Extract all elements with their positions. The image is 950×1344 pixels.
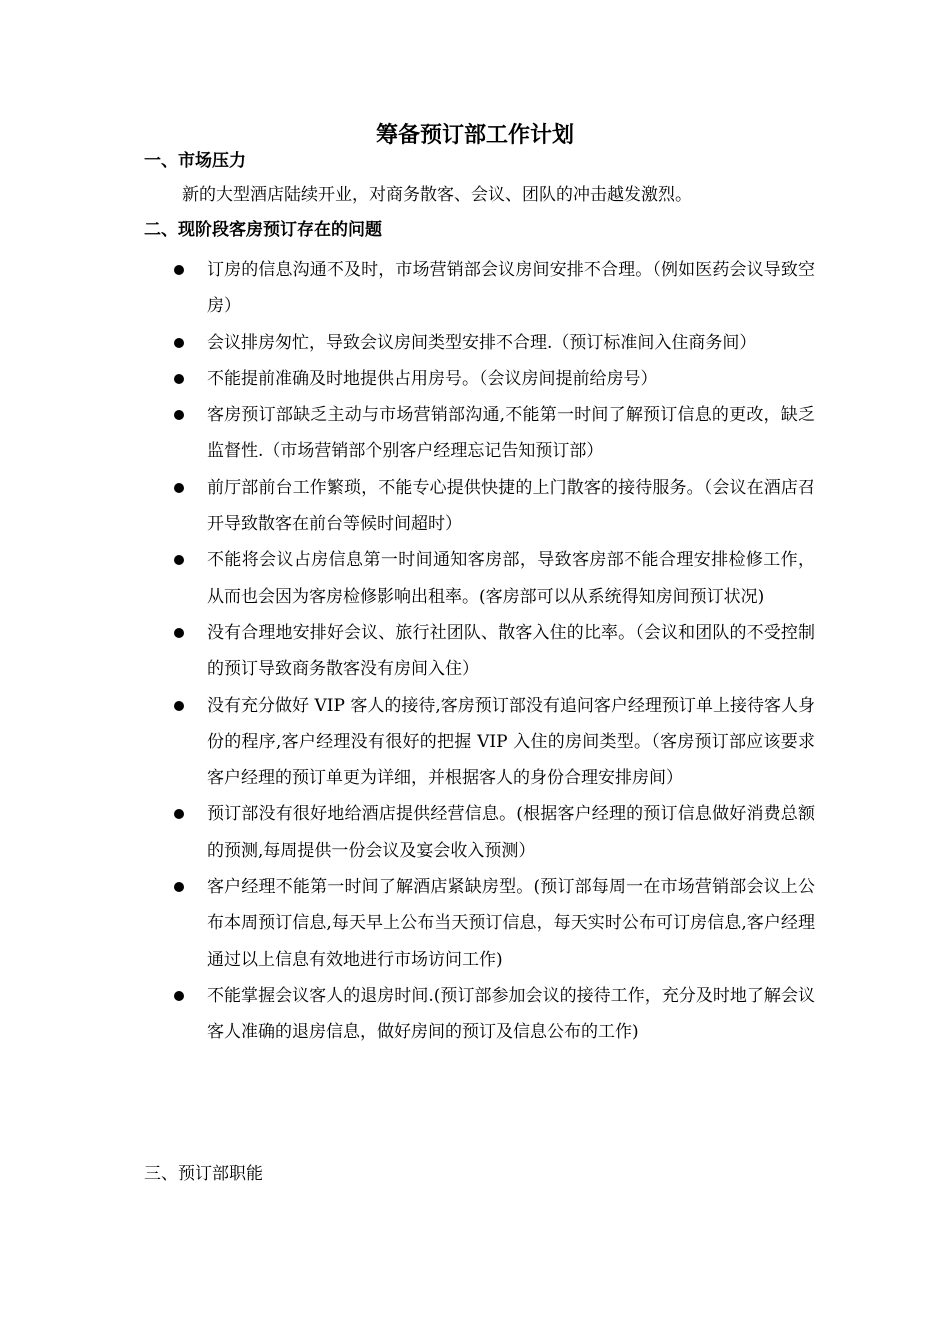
problem-bullet-list	[170, 252, 815, 1051]
list-item	[170, 978, 815, 1051]
list-item	[170, 252, 815, 325]
list-item-text: 不能提前准确及时地提供占用房号。（会议房间提前给房号）	[207, 368, 658, 389]
list-item	[170, 615, 815, 688]
bullet-icon	[174, 265, 184, 275]
list-item	[170, 397, 815, 470]
list-item-text: 不能掌握会议客人的退房时间.(预订部参加会议的接待工作，充分及时地了解会议客人准确的退房信息，做好房间的预订及信息公布的工作)	[207, 985, 815, 1043]
section-heading-reservation-functions: 三、预订部职能	[144, 1164, 263, 1184]
list-item	[170, 361, 815, 397]
bullet-icon	[174, 991, 184, 1001]
bullet-icon	[174, 555, 184, 565]
bullet-icon	[174, 483, 184, 493]
section-paragraph-market-pressure: 新的大型酒店陆续开业，对商务散客、会议、团队的冲击越发激烈。	[182, 185, 692, 205]
list-item-text: 没有合理地安排好会议、旅行社团队、散客入住的比率。（会议和团队的不受控制的预订导致商务散客没有房间入住）	[207, 622, 815, 680]
list-item-text: 预订部没有很好地给酒店提供经营信息。(根据客户经理的预订信息做好消费总额的预测,每周提供一份会议及宴会收入预测）	[207, 804, 815, 861]
list-item-text: 订房的信息沟通不及时，市场营销部会议房间安排不合理。（例如医药会议导致空房）	[207, 260, 815, 317]
list-item-text: 会议排房匆忙，导致会议房间类型安排不合理.（预订标准间入住商务间）	[207, 332, 757, 353]
list-item	[170, 688, 815, 797]
list-item-text: 客房预订部缺乏主动与市场营销部沟通,不能第一时间了解预订信息的更改，缺乏监督性.（市场营销部个别客户经理忘记告知预订部）	[207, 405, 815, 462]
bullet-icon	[174, 701, 184, 711]
bullet-icon	[174, 809, 184, 819]
bullet-icon	[174, 882, 184, 892]
document-title: 筹备预订部工作计划	[375, 123, 574, 148]
list-item-text: 没有充分做好 VIP 客人的接待,客房预订部没有追问客户经理预订单上接待客人身份的程序,客户经理没有很好的把握 VIP 入住的房间类型。（客房预订部应该要求客户经理的预订单更为详细，并根据客人的身份合理安排房间）	[207, 695, 815, 789]
list-item	[170, 542, 815, 615]
list-item-text: 前厅部前台工作繁琐，不能专心提供快捷的上门散客的接待服务。（会议在酒店召开导致散客在前台等候时间超时）	[207, 477, 815, 535]
section-heading-market-pressure: 一、市场压力	[144, 151, 246, 171]
list-item-text: 不能将会议占房信息第一时间通知客房部，导致客房部不能合理安排检修工作，从而也会因为客房检修影响出租率。(客房部可以从系统得知房间预订状况)	[207, 550, 815, 607]
list-item	[170, 869, 815, 978]
list-item	[170, 325, 815, 361]
list-item	[170, 796, 815, 869]
bullet-icon	[174, 628, 184, 638]
list-item-text: 客户经理不能第一时间了解酒店紧缺房型。(预订部每周一在市场营销部会议上公布本周预订信息,每天早上公布当天预订信息，每天实时公布可订房信息,客户经理通过以上信息有效地进行市场访问工作)	[207, 877, 815, 970]
list-item	[170, 470, 815, 543]
bullet-icon	[174, 338, 184, 348]
section-heading-current-problems: 二、现阶段客房预订存在的问题	[144, 220, 382, 240]
bullet-icon	[174, 374, 184, 384]
bullet-icon	[174, 410, 184, 420]
